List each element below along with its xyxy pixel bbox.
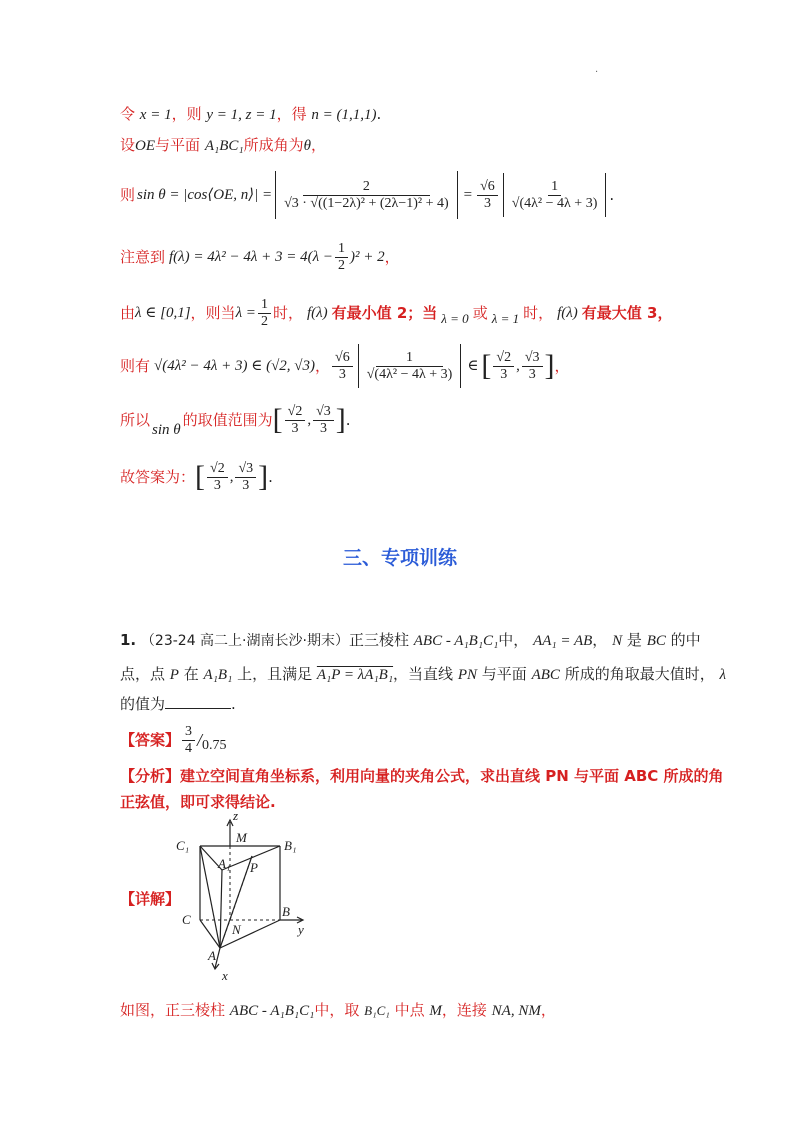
problem-source: （23-24 高二上·湖南长沙·期末） — [140, 633, 349, 649]
numerator: 1 — [548, 179, 561, 196]
math: M — [429, 1003, 442, 1019]
numerator: √2 — [493, 350, 514, 367]
text: 的取值范围为 — [182, 411, 273, 429]
problem-number: 1. — [120, 631, 137, 649]
label-b: B — [282, 904, 290, 919]
text: ， — [310, 136, 326, 154]
denominator: 3 — [291, 420, 299, 436]
math: )² + 2 — [350, 249, 385, 265]
answer-tag: 【答案】 — [120, 731, 181, 749]
math: ∈ — [467, 358, 479, 374]
section-title: 三、专项训练 — [342, 547, 457, 569]
abs-bar — [460, 344, 461, 388]
fraction — [522, 350, 543, 383]
text: 如图，正三棱柱 — [120, 1001, 226, 1019]
text: ，当直线 — [393, 665, 454, 683]
denominator: 3 — [528, 366, 536, 382]
fraction — [493, 350, 514, 383]
math: θ — [303, 138, 311, 154]
text: 中， — [498, 631, 529, 649]
answer-fraction — [182, 724, 195, 757]
math: OE — [135, 138, 156, 154]
math: n = (1,1,1) — [311, 107, 377, 123]
math: / — [197, 730, 203, 750]
denominator: √(4λ² − 4λ + 3) — [366, 366, 453, 382]
math: λ = — [235, 305, 256, 321]
fraction — [235, 461, 256, 494]
fraction — [477, 179, 498, 212]
denominator: √(4λ² − 4λ + 3) — [511, 195, 598, 211]
abs-bar — [503, 173, 504, 217]
math: A₁B₁ — [203, 667, 233, 683]
label-n: N — [232, 922, 241, 937]
fraction — [509, 179, 601, 212]
text: 与平面 — [155, 136, 201, 154]
math: λ = 1 — [491, 311, 520, 326]
text: ， — [540, 1001, 556, 1019]
text: 令 — [120, 105, 136, 123]
answer-alt: 0.75 — [202, 738, 227, 753]
abs-bar — [358, 344, 359, 388]
numerator: 2 — [303, 179, 430, 196]
right-bracket: ] — [335, 403, 346, 436]
left-bracket: [ — [272, 403, 283, 436]
fraction — [364, 350, 456, 383]
text: 所成角为 — [243, 136, 304, 154]
text: 在 — [183, 665, 199, 683]
math: A₁P = λA₁B₁ — [316, 667, 394, 683]
text: 则 — [120, 186, 136, 204]
label-z: z — [233, 808, 239, 823]
text: 点，点 — [120, 665, 166, 683]
text: 的值为 — [120, 695, 166, 713]
fraction — [313, 404, 334, 437]
numerator: √3 — [313, 404, 334, 421]
text: ， — [315, 357, 331, 375]
text: ， — [592, 631, 608, 649]
denominator: 4 — [185, 740, 193, 756]
text: . — [268, 468, 273, 486]
text: 所成的角取最大值时， — [564, 665, 715, 683]
answer-line — [120, 722, 227, 758]
math: ABC - A₁B₁C₁ — [413, 633, 499, 649]
numerator: √3 — [522, 350, 543, 367]
text: 由 — [120, 304, 136, 322]
denominator: 2 — [338, 257, 346, 273]
left-bracket: [ — [481, 349, 492, 382]
text: ，得 — [276, 105, 307, 123]
problem-line-1 — [120, 629, 701, 652]
label-p: P — [250, 860, 258, 875]
numerator: √6 — [332, 350, 353, 367]
denominator: 3 — [319, 420, 327, 436]
solution-line-2 — [120, 134, 326, 157]
text: ，连接 — [441, 1001, 487, 1019]
text: 则有 — [120, 357, 151, 375]
numerator: √2 — [285, 404, 306, 421]
text: 有最小值 2；当 — [331, 304, 438, 322]
math: PN — [457, 667, 478, 683]
solution-line-4 — [120, 237, 400, 277]
right-bracket: ] — [544, 349, 555, 382]
solution-line-3 — [120, 170, 614, 220]
text: 上，且满足 — [237, 665, 313, 683]
text: . — [376, 105, 382, 123]
math: ABC - A₁B₁C₁ — [229, 1003, 315, 1019]
text: ，则当 — [190, 304, 236, 322]
text: 正弦值，即可求得结论. — [120, 793, 276, 811]
math: y = 1, z = 1 — [206, 107, 277, 123]
fraction — [285, 404, 306, 437]
text: 或 — [472, 304, 488, 322]
text: 是 — [626, 631, 642, 649]
fraction — [335, 241, 348, 274]
text: . — [609, 186, 615, 204]
denominator: 3 — [338, 366, 346, 382]
label-x: x — [222, 968, 228, 983]
text: 中，取 — [314, 1001, 360, 1019]
math: ABC — [531, 667, 560, 683]
denominator: 3 — [213, 477, 221, 493]
solution-line-6: 则有 √(4λ² − 4λ + 3) ∈ (√2, √3) ， $\frac{√6}{3}$ $\frac{1}{\text{√(4λ² − 4λ + 3)}}$ ∈ [ $\frac{√2}{3}$ , $\frac{√3}{3}$ ] ， — [120, 342, 570, 390]
detail-tag: 【详解】 — [120, 890, 181, 908]
text: 设 — [120, 136, 136, 154]
math: sin θ — [152, 422, 181, 438]
fraction — [332, 350, 353, 383]
label-m: M — [236, 830, 247, 845]
math: f(λ) — [306, 305, 328, 321]
solution-line-7: 所以 sin θ 的取值范围为 [ $\frac{√2}{3}$ , $\frac{√3}{3}$ ] . — [120, 398, 351, 442]
text: 故答案为： — [120, 468, 196, 486]
numerator: √2 — [207, 461, 228, 478]
text: 建立空间直角坐标系，利用向量的夹角公式，求出直线 PN 与平面 ABC 所成的角 — [180, 767, 724, 785]
right-bracket: ] — [258, 460, 269, 493]
math: A₁BC₁ — [204, 138, 244, 154]
text: 正三棱柱 — [348, 631, 409, 649]
left-bracket: [ — [195, 460, 206, 493]
text: 的中 — [670, 631, 701, 649]
numerator: 1 — [335, 241, 348, 258]
label-a1: A₁ — [218, 856, 231, 871]
text: 与平面 — [481, 665, 527, 683]
abs-bar — [457, 171, 458, 219]
fraction — [207, 461, 228, 494]
detail-line-1 — [120, 999, 556, 1022]
text: 时， — [272, 304, 303, 322]
math: x = 1 — [139, 107, 172, 123]
text: 所以 — [120, 411, 151, 429]
solution-line-5 — [120, 293, 672, 333]
math: λ ∈ [0,1] — [135, 305, 191, 321]
text: . — [231, 695, 236, 713]
denominator: 2 — [260, 313, 268, 329]
math: B₁C₁ — [364, 1003, 390, 1018]
label-y: y — [298, 922, 304, 937]
math: f(λ) — [557, 305, 578, 321]
math: = — [463, 187, 473, 203]
denominator: 3 — [500, 366, 508, 382]
text: 注意到 — [120, 248, 166, 266]
problem-line-3 — [120, 693, 236, 715]
math: AA₁ = AB — [533, 633, 593, 649]
prism-diagram — [170, 808, 330, 988]
math: λ — [719, 667, 727, 683]
problem-line-2 — [120, 663, 726, 686]
analysis-line-1 — [120, 765, 724, 787]
answer-blank — [165, 694, 231, 709]
math: NA, NM — [491, 1003, 541, 1019]
text: ， — [384, 248, 400, 266]
fraction — [281, 179, 452, 212]
numerator: 1 — [258, 297, 271, 314]
math: λ = 0 — [441, 311, 469, 326]
abs-bar — [605, 173, 606, 217]
analysis-tag: 【分析】 — [120, 767, 181, 785]
numerator: 3 — [182, 724, 195, 741]
math: f(λ) = 4λ² − 4λ + 3 = 4(λ − — [169, 249, 334, 265]
text: 时， — [523, 304, 554, 322]
text: ，则 — [171, 105, 202, 123]
fraction — [258, 297, 271, 330]
label-c1: C₁ — [176, 838, 190, 853]
text: ， — [554, 357, 570, 375]
text: 有最大值 3， — [581, 304, 673, 322]
text: 中点 — [394, 1001, 425, 1019]
denominator: 3 — [483, 195, 491, 211]
denominator: 3 — [242, 477, 250, 493]
label-a: A — [208, 948, 216, 963]
denominator: √3 · √((1−2λ)² + (2λ−1)² + 4) — [284, 195, 449, 211]
solution-line-1 — [120, 103, 381, 126]
numerator: √3 — [235, 461, 256, 478]
header-dot: . — [595, 64, 599, 75]
math: √(4λ² − 4λ + 3) ∈ (√2, √3) — [154, 358, 316, 374]
numerator: 1 — [376, 350, 443, 367]
solution-line-8: 故答案为： [ $\frac{√2}{3}$ , $\frac{√3}{3}$ ] . — [120, 455, 273, 499]
math: N — [612, 633, 623, 649]
label-b1: B₁ — [284, 838, 297, 853]
text: . — [345, 411, 351, 429]
math: BC — [646, 633, 666, 649]
numerator: √6 — [477, 179, 498, 196]
math: P — [169, 667, 179, 683]
label-c: C — [182, 912, 191, 927]
abs-bar — [275, 171, 276, 219]
math: sin θ = |cos⟨OE, n⟩| = — [137, 187, 273, 203]
